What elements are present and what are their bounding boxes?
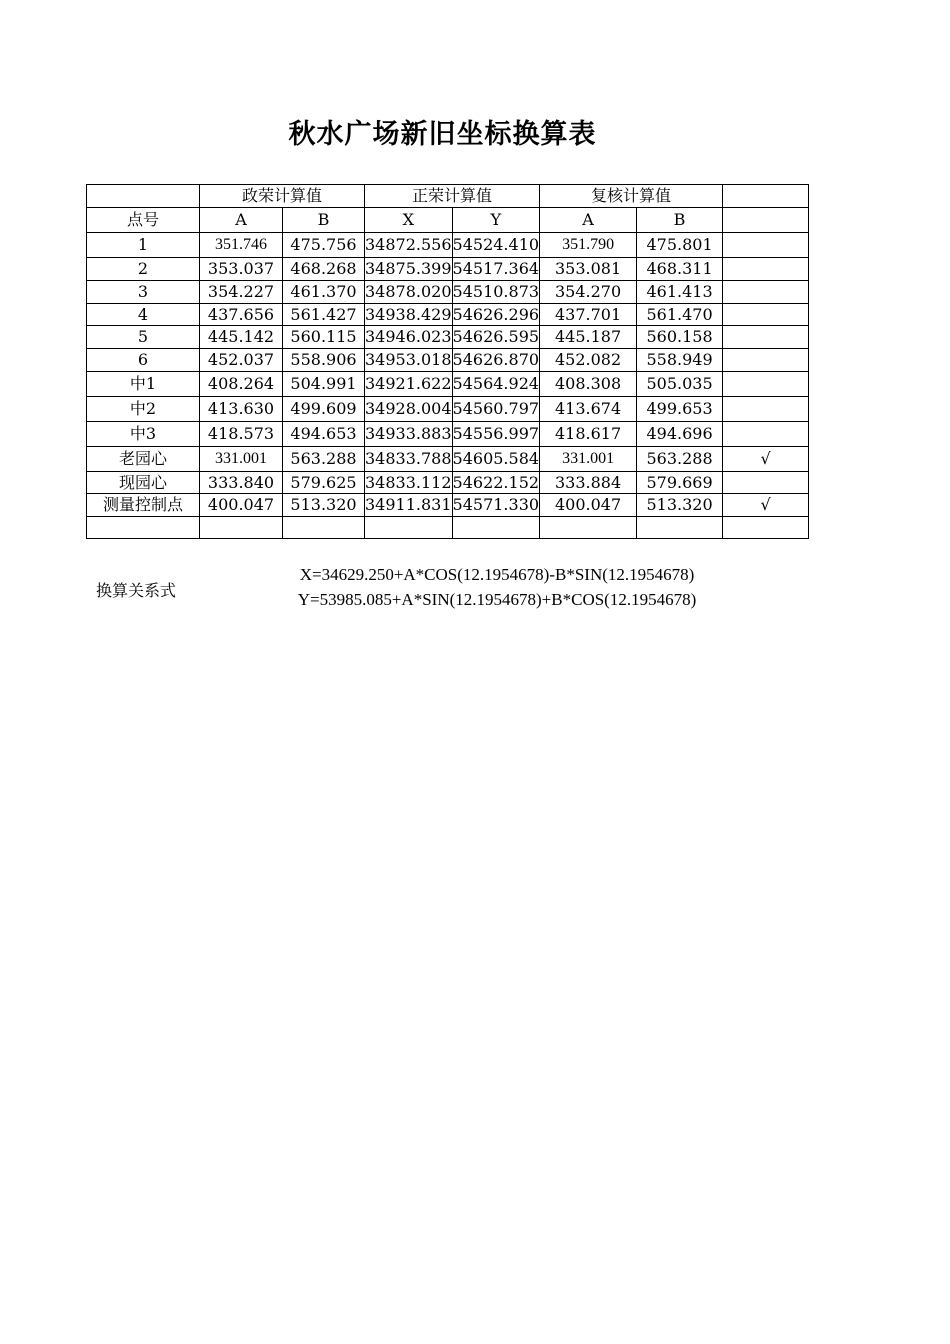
a-value-cell: 353.037 xyxy=(200,258,283,281)
empty-cell xyxy=(87,517,200,539)
check-a-value-cell: 351.790 xyxy=(540,233,637,258)
formula-y: Y=53985.085+A*SIN(12.1954678)+B*COS(12.1954678) xyxy=(297,590,697,609)
x-value-cell: 34928.004 xyxy=(365,397,453,422)
table-row xyxy=(87,258,809,281)
table-row xyxy=(87,447,809,472)
x-value-cell: 34933.883 xyxy=(365,422,453,447)
y-value-cell: 54560.797 xyxy=(452,397,540,422)
check-a-value-cell: 400.047 xyxy=(540,494,637,517)
table-row xyxy=(87,281,809,304)
header-group-check: 复核计算值 xyxy=(540,185,723,208)
table-row xyxy=(87,397,809,422)
header-row-columns xyxy=(87,208,809,233)
empty-cell xyxy=(540,517,637,539)
check-a-value-cell: 452.082 xyxy=(540,349,637,372)
empty-cell xyxy=(637,517,723,539)
check-b-value-cell: 505.035 xyxy=(637,372,723,397)
x-value-cell: 34921.622 xyxy=(365,372,453,397)
a-value-cell: 437.656 xyxy=(200,304,283,326)
check-b-value-cell: 560.158 xyxy=(637,326,723,349)
check-b-value-cell: 561.470 xyxy=(637,304,723,326)
a-value-cell: 452.037 xyxy=(200,349,283,372)
a-value-cell: 331.001 xyxy=(200,447,283,472)
b-value-cell: 475.756 xyxy=(283,233,365,258)
point-cell: 老园心 xyxy=(87,447,200,472)
checkmark-cell xyxy=(723,304,809,326)
formula-label: 换算关系式 xyxy=(96,581,177,600)
empty-cell xyxy=(452,517,540,539)
x-value-cell: 34875.399 xyxy=(365,258,453,281)
check-a-value-cell: 418.617 xyxy=(540,422,637,447)
point-cell: 4 xyxy=(87,304,200,326)
point-cell: 中2 xyxy=(87,397,200,422)
y-value-cell: 54626.296 xyxy=(452,304,540,324)
x-value-cell: 34878.020 xyxy=(365,281,453,304)
checkmark-cell xyxy=(723,233,809,258)
check-a-value-cell: 331.001 xyxy=(540,447,637,472)
check-b-value-cell: 499.653 xyxy=(637,397,723,422)
check-a-value-cell: 354.270 xyxy=(540,281,637,304)
point-cell: 2 xyxy=(87,258,200,281)
point-cell: 1 xyxy=(87,233,200,258)
y-value-cell: 54571.330 xyxy=(452,494,540,517)
b-value-cell: 579.625 xyxy=(283,472,365,494)
point-cell: 测量控制点 xyxy=(87,494,200,517)
check-a-value-cell: 445.187 xyxy=(540,326,637,349)
check-b-value-cell: 579.669 xyxy=(637,472,723,494)
a-value-cell: 445.142 xyxy=(200,326,283,349)
a-value-cell: 354.227 xyxy=(200,281,283,304)
b-value-cell: 461.370 xyxy=(283,281,365,304)
check-b-value-cell: 563.288 xyxy=(637,447,723,472)
a-value-cell: 418.573 xyxy=(200,422,283,447)
y-value-cell: 54564.924 xyxy=(452,372,540,397)
empty-row xyxy=(87,517,809,539)
x-value-cell: 34946.023 xyxy=(365,326,453,349)
y-value-cell: 54556.997 xyxy=(452,422,540,447)
x-value-cell: 34911.831 xyxy=(365,494,453,517)
check-b-value-cell: 513.320 xyxy=(637,494,723,517)
checkmark-cell xyxy=(723,326,809,349)
point-cell: 6 xyxy=(87,349,200,372)
table-row xyxy=(87,326,809,349)
a-value-cell: 400.047 xyxy=(200,494,283,517)
empty-cell xyxy=(283,517,365,539)
table-row xyxy=(87,494,809,517)
b-value-cell: 558.906 xyxy=(283,349,365,372)
table-row xyxy=(87,472,809,494)
check-b-value-cell: 494.696 xyxy=(637,422,723,447)
checkmark-cell xyxy=(723,472,809,494)
header-check-b: B xyxy=(637,208,723,233)
check-b-value-cell: 475.801 xyxy=(637,233,723,258)
b-value-cell: 499.609 xyxy=(283,397,365,422)
header-empty-cell xyxy=(723,208,809,233)
check-b-value-cell: 461.413 xyxy=(637,281,723,304)
checkmark-cell xyxy=(723,281,809,304)
a-value-cell: 413.630 xyxy=(200,397,283,422)
coordinate-table xyxy=(86,184,809,539)
y-value-cell: 54605.584 xyxy=(452,447,540,472)
formula-x: X=34629.250+A*COS(12.1954678)-B*SIN(12.1954678) xyxy=(299,565,695,584)
check-a-value-cell: 353.081 xyxy=(540,258,637,281)
empty-cell xyxy=(723,517,809,539)
header-empty-cell xyxy=(87,185,200,208)
empty-cell xyxy=(200,517,283,539)
b-value-cell: 513.320 xyxy=(283,494,365,517)
checkmark-cell xyxy=(723,422,809,447)
point-cell: 中3 xyxy=(87,422,200,447)
point-cell: 5 xyxy=(87,326,200,349)
b-value-cell: 468.268 xyxy=(283,258,365,281)
checkmark-cell xyxy=(723,372,809,397)
check-a-value-cell: 408.308 xyxy=(540,372,637,397)
table-row xyxy=(87,304,809,326)
header-group-zhengrong: 政荣计算值 xyxy=(200,185,365,208)
b-value-cell: 563.288 xyxy=(283,447,365,472)
x-value-cell: 34938.429 xyxy=(365,304,452,324)
b-value-cell: 494.653 xyxy=(283,422,365,447)
y-value-cell: 54622.152 xyxy=(452,472,540,492)
check-b-value-cell: 468.311 xyxy=(637,258,723,281)
header-a: A xyxy=(200,208,283,233)
empty-cell xyxy=(365,517,453,539)
x-value-cell: 34953.018 xyxy=(365,349,453,372)
check-b-value-cell: 558.949 xyxy=(637,349,723,372)
y-value-cell: 54510.873 xyxy=(452,281,540,304)
point-cell: 3 xyxy=(87,281,200,304)
page-title: 秋水广场新旧坐标换算表 xyxy=(288,119,597,150)
header-y: Y xyxy=(452,208,540,233)
x-value-cell: 34872.556 xyxy=(365,233,453,258)
x-value-cell: 34833.788 xyxy=(365,447,453,472)
header-row-groups xyxy=(87,185,809,208)
checkmark-cell: √ xyxy=(723,447,809,472)
a-value-cell: 351.746 xyxy=(200,233,283,258)
table-row xyxy=(87,372,809,397)
checkmark-cell: √ xyxy=(723,494,809,517)
header-x: X xyxy=(365,208,453,233)
y-value-cell: 54626.870 xyxy=(452,349,540,372)
b-value-cell: 560.115 xyxy=(283,326,365,349)
checkmark-cell xyxy=(723,397,809,422)
check-a-value-cell: 413.674 xyxy=(540,397,637,422)
b-value-cell: 561.427 xyxy=(283,304,365,326)
point-cell: 现园心 xyxy=(87,472,200,494)
header-check-a: A xyxy=(540,208,637,233)
check-a-value-cell: 333.884 xyxy=(540,472,637,494)
y-value-cell: 54626.595 xyxy=(452,326,540,349)
table-row xyxy=(87,233,809,258)
a-value-cell: 408.264 xyxy=(200,372,283,397)
checkmark-cell xyxy=(723,349,809,372)
check-a-value-cell: 437.701 xyxy=(540,304,637,326)
y-value-cell: 54517.364 xyxy=(452,258,540,281)
table-row xyxy=(87,349,809,372)
header-b: B xyxy=(283,208,365,233)
point-cell: 中1 xyxy=(87,372,200,397)
y-value-cell: 54524.410 xyxy=(452,233,540,258)
a-value-cell: 333.840 xyxy=(200,472,283,494)
x-value-cell: 34833.112 xyxy=(365,472,452,492)
table-row xyxy=(87,422,809,447)
header-group-zhengrong-2: 正荣计算值 xyxy=(365,185,540,208)
header-empty-cell xyxy=(723,185,809,208)
b-value-cell: 504.991 xyxy=(283,372,365,397)
checkmark-cell xyxy=(723,258,809,281)
header-point: 点号 xyxy=(87,208,200,233)
